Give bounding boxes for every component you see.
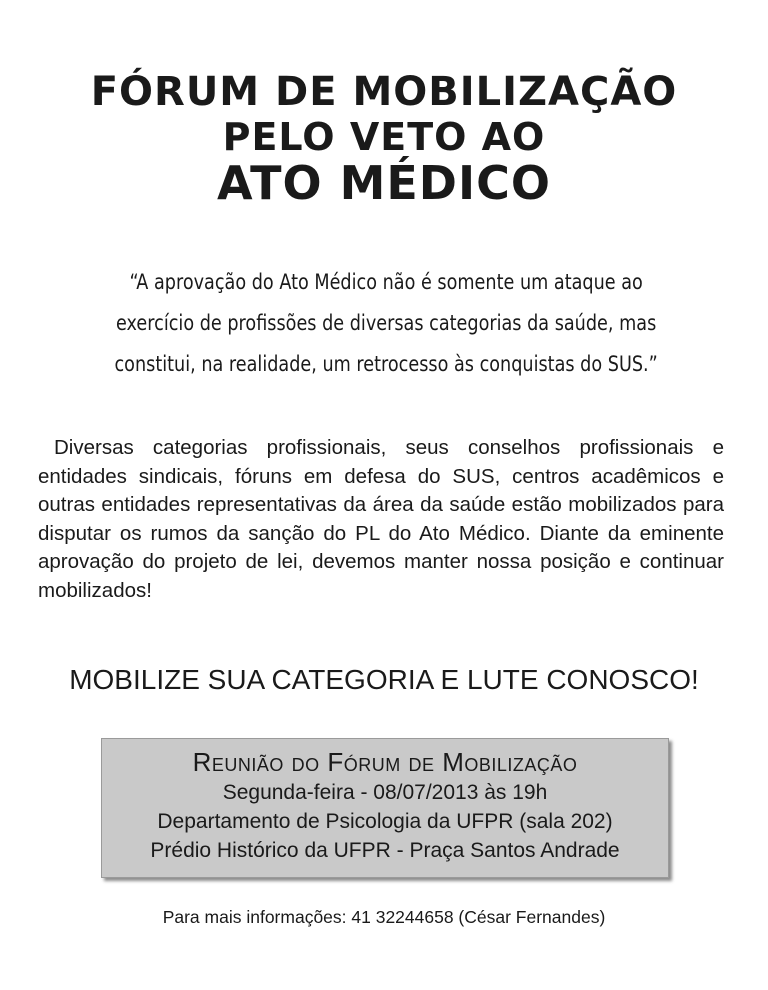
body-paragraph: Diversas categorias profissionais, seus conselhos profissionais e entidades sindicais, fóruns em defesa do SUS, centros acadêmicos e outras entidades representativas da área da saúde estão mobilizados para disputar os rumos da sanção do PL do Ato Médico. Diante da eminente aprovação do projeto de lei, devemos manter nossa posição e continuar mobilizados! bbox=[38, 436, 724, 602]
title-line-2: PELO VETO AO bbox=[222, 115, 546, 159]
meeting-address: Prédio Histórico da UFPR - Praça Santos Andrade bbox=[150, 839, 620, 862]
quote-block bbox=[36, 262, 736, 385]
title-line-3: ATO MÉDICO bbox=[217, 156, 551, 210]
call-to-action: MOBILIZE SUA CATEGORIA E LUTE CONOSCO! bbox=[69, 664, 699, 695]
footer-info: Para mais informações: 41 32244658 (César Fernandes) bbox=[162, 907, 606, 927]
quote-line-3: constitui, na realidade, um retrocesso às conquistas do SUS.” bbox=[114, 352, 658, 377]
meeting-place: Departamento de Psicologia da UFPR (sala 202) bbox=[157, 810, 613, 833]
meeting-title: Reunião do Fórum de Mobilização bbox=[192, 747, 578, 777]
quote-line-1: “A aprovação do Ato Médico não é somente um ataque ao bbox=[129, 270, 643, 295]
meeting-date: Segunda-feira - 08/07/2013 às 19h bbox=[222, 781, 548, 804]
quote-line-2: exercício de profissões de diversas categorias da saúde, mas bbox=[116, 311, 657, 336]
title-line-1: FÓRUM DE MOBILIZAÇÃO bbox=[90, 69, 678, 115]
meeting-box bbox=[101, 738, 669, 878]
